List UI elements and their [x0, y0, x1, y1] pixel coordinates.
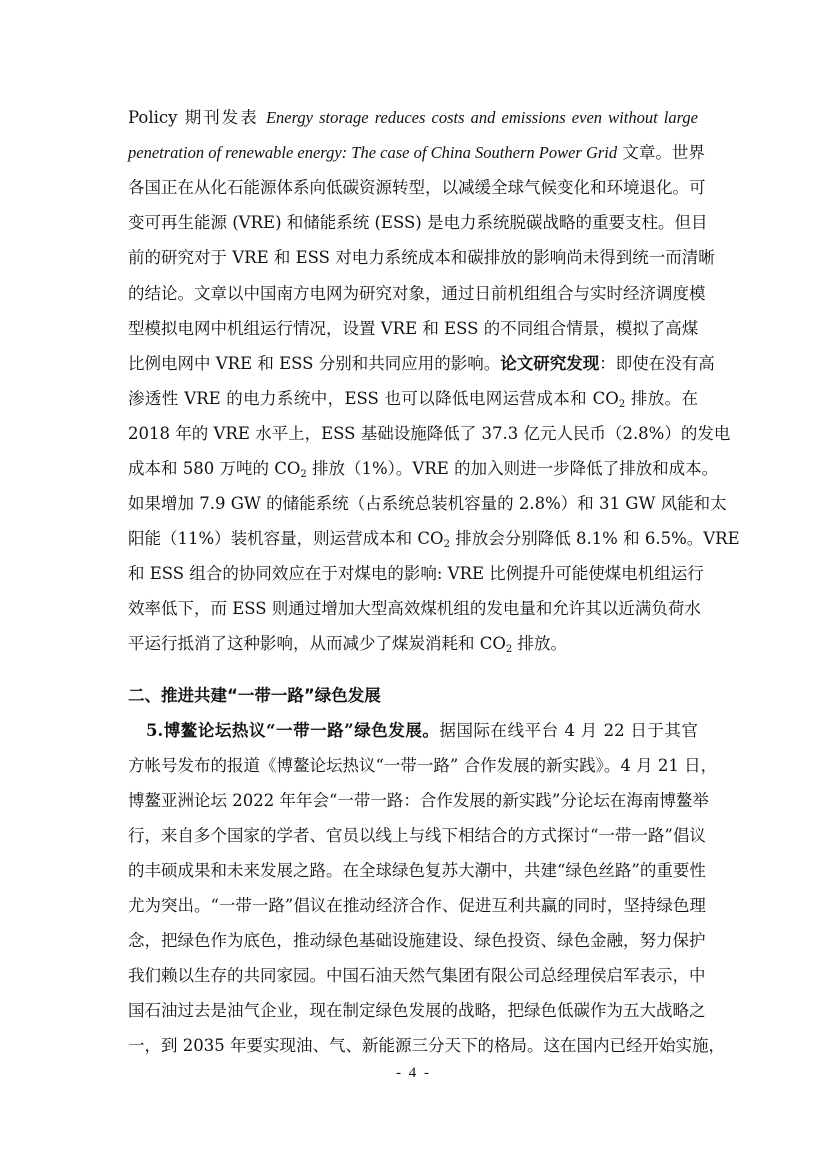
para2-line-4: 行，来自多个国家的学者、官员以线上与线下相结合的方式探讨“一带一路”倡议	[128, 826, 706, 845]
text-span: 平运行抵消了这种影响，从而减少了煤炭消耗和 CO	[128, 634, 506, 653]
para1-line-16	[128, 634, 698, 654]
para1-line-11	[128, 459, 719, 480]
para1-line-13	[128, 529, 740, 550]
para2-line-9: 国石油过去是油气企业，现在制定绿色发展的战略，把绿色低碳作为五大战略之	[128, 1001, 706, 1020]
para1-line-2	[128, 143, 705, 163]
para2-line-7: 念，把绿色作为底色，推动绿色基础设施建设、绿色投资、绿色金融，努力保护	[128, 931, 706, 950]
para2-line-1	[146, 721, 698, 741]
text-span: 文章。世界	[617, 143, 705, 162]
para2-line-6: 尤为突出。“一带一路”倡议在推动经济合作、促进互利共赢的同时，坚持绿色理	[128, 896, 706, 915]
text-span: ：即使在没有高	[599, 354, 715, 373]
para1-line-6: 的结论。文章以中国南方电网为研究对象，通过日前机组组合与实时经济调度模	[128, 284, 706, 303]
para1-line-5: 前的研究对于 VRE 和 ESS 对电力系统成本和碳排放的影响尚未得到统一而清晰	[128, 248, 715, 267]
text-span: 排放。	[512, 634, 568, 653]
text-span: Policy 期刊发表	[128, 108, 266, 127]
para1-line-15: 效率低下，而 ESS 则通过增加大型高效煤机组的发电量和允许其以近满负荷水	[128, 599, 701, 618]
text-span: 排放（1%）。VRE 的加入则进一步降低了排放和成本。	[306, 459, 719, 478]
article-title-part2: penetration of renewable energy: The case of China Southern Power Grid	[128, 143, 618, 162]
para2-line-8: 我们赖以生存的共同家园。中国石油天然气集团有限公司总经理侯启军表示，中	[128, 966, 706, 985]
para2-line-10: 一，到 2035 年要实现油、气、新能源三分天下的格局。这在国内已经开始实施，	[128, 1036, 725, 1055]
para2-line-2: 方帐号发布的报道《博鳌论坛热议“一带一路” 合作发展的新实践》。4 月 21 日，	[128, 756, 718, 775]
page-number: - 4 -	[396, 1065, 431, 1081]
subscript: 2	[300, 469, 307, 480]
text-span: 据国际在线平台 4 月 22 日于其官	[439, 721, 698, 740]
subscript: 2	[618, 399, 626, 410]
article-title-part1: Energy storage reduces costs and emissions even without large	[265, 108, 698, 127]
section-heading: 二、推进共建“一带一路”绿色发展	[128, 686, 381, 705]
para1-line-8	[128, 354, 715, 374]
text-span: 排放。在	[625, 389, 698, 408]
text-span: 成本和 580 万吨的 CO	[128, 459, 301, 478]
para1-line-4: 变可再生能源 (VRE) 和储能系统 (ESS) 是电力系统脱碳战略的重要支柱。但目	[128, 213, 708, 232]
subscript: 2	[505, 644, 513, 655]
para1-line-14: 和 ESS 组合的协同效应在于对煤电的影响: VRE 比例提升可能使煤电机组运行	[128, 564, 704, 583]
para1-line-9	[128, 389, 698, 409]
para1-line-10: 2018 年的 VRE 水平上，ESS 基础设施降低了 37.3 亿元人民币（2.8%）的发电	[128, 424, 731, 443]
news-item-title: 5.博鳌论坛热议“一带一路”绿色发展。	[146, 721, 440, 740]
text-span: 渗透性 VRE 的电力系统中，ESS 也可以降低电网运营成本和 CO	[128, 389, 619, 408]
subscript: 2	[443, 539, 450, 550]
text-span: 排放会分别降低 8.1% 和 6.5%。VRE	[449, 529, 740, 548]
para1-line-1	[128, 108, 698, 128]
para1-line-12: 如果增加 7.9 GW 的储能系统（占系统总装机容量的 2.8%）和 31 GW 风能和太	[128, 494, 727, 513]
findings-label: 论文研究发现	[500, 354, 600, 373]
para1-line-3: 各国正在从化石能源体系向低碳资源转型，以减缓全球气候变化和环境退化。可	[128, 178, 706, 197]
text-span: 比例电网中 VRE 和 ESS 分别和共同应用的影响。	[128, 354, 501, 373]
para1-line-7: 型模拟电网中机组运行情况，设置 VRE 和 ESS 的不同组合情景，模拟了高煤	[128, 319, 699, 338]
text-span: 阳能（11%）装机容量，则运营成本和 CO	[128, 529, 444, 548]
para2-line-5: 的丰硕成果和未来发展之路。在全球绿色复苏大潮中，共建“绿色丝路”的重要性	[128, 861, 706, 880]
para2-line-3: 博鳌亚洲论坛 2022 年年会“一带一路：合作发展的新实践”分论坛在海南博鳌举	[128, 791, 709, 810]
